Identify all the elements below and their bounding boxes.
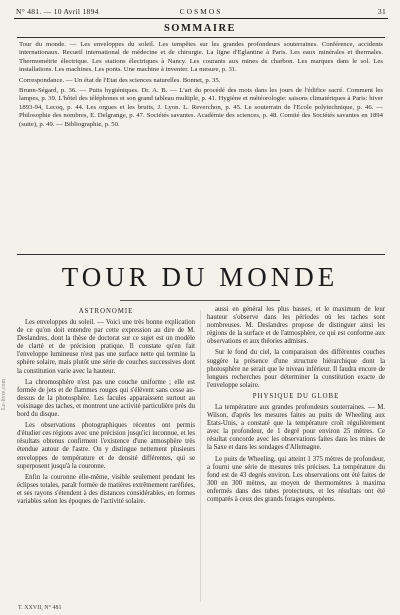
footer-signature: T. XXVII, N° 481: [18, 605, 62, 611]
article-paragraph: Sur le fond du ciel, la comparaison des différentes couches suggère la présence d'une structure hiérarchique dont la photosphère ne serait que le niveau inférieur. Il faudra encore de longues recherches pour déterminer la constitution exacte de l'enveloppe solaire.: [207, 349, 385, 389]
sommaire-box: [17, 37, 385, 255]
side-watermark: Le-livre.com: [1, 378, 7, 410]
section-heading-astronomie: ASTRONOMIE: [78, 308, 134, 315]
sommaire-paragraph: Tour du monde. — Les enveloppes du soleil. Les tempêtes sur les grandes profondeurs souterraines. Conférence, accidents internationaux. Recueil international de médecine et de chirurgie. La ligne d'Eglantine à Paris. Les eaux minérales et thermales. Thermométrie électrique. Les stations électriques à Nancy. Les courants aux mines de charbon. Les marques dans le sol. Les installations. Les machines. Les ponts. Une machine à inventer. La mesure, p. 31.: [19, 41, 383, 74]
page-header: [14, 4, 388, 19]
article-paragraph: La chromosphère n'est pas une couche uniforme ; elle est formée de jets et de flammes rouges qui s'élèvent sans cesse au-dessus de la photosphère. Les facules apparaissent surtout au voisinage des taches, et montrent une activité particulière près du bord du disque.: [17, 378, 195, 419]
section-title: TOUR DU MONDE: [61, 262, 339, 292]
issue-number: N° 481. — 10 Avril 1894: [16, 7, 99, 16]
title-rule: [120, 300, 280, 301]
journal-title: COSMOS: [179, 7, 223, 16]
right-column: [207, 306, 385, 606]
sommaire-heading: SOMMAIRE: [163, 23, 237, 34]
article-paragraph: Les enveloppes du soleil. — Voici une très bonne explication de ce qu'on doit entendre par cette expression au dire de M. Deslandres, dont la thèse de doctorat sur ce sujet est un modèle de clarté et de précision pratique. Il constate qu'en fait l'enveloppe lumineuse n'est pas une surface nette qui termine la sphère solaire, mais plutôt une série de couches successives dont la constitution varie avec la hauteur.: [17, 319, 195, 375]
article-paragraph: Enfin la couronne elle-même, visible seulement pendant les éclipses totales, paraît formée de matières extrêmement raréfiées, et ses rayons s'étendent à des distances considérables, en formes variables selon les époques de l'activité solaire.: [17, 473, 195, 505]
article-paragraph: Les observations photographiques récentes ont permis d'étudier ces régions avec une précision jusqu'ici inconnue, et les résultats obtenus confirment l'existence d'une atmosphère très étendue autour de l'astre. On y distingue nettement plusieurs enveloppes de température et de densité différentes, qui se superposent jusqu'à la couronne.: [17, 422, 195, 470]
sommaire-paragraph: Brunn-Ségard, p. 36. — Puits hygiéniques. Dr. A. B. — L'art du procédé des mots dans les jours de l'édifice sacré. Comment les lampes, p. 39. L'hôtel des téléphones et son grand tableau multiple, p. 41. Hygiène et météorologie: saisons climatériques à Paris: hiver 1893-94, Lecoq, p. 44. Les orgues et les bruits, J. Lyon. L. Reverchon, p. 45. Le souterrain de l'Ecole polytechnique, p. 46. — Philosophie des nombres, E. Delgrange, p. 47. Sociétés savantes. Académie des sciences, p. 48. Comité des Sociétés savantes en 1894 (suite), p. 49. — Bibliographie, p. 50.: [19, 87, 383, 128]
article-paragraph: aussi en général les plus basses, et le maximum de leur hauteur s'observe dans les périodes où les taches sont nombreuses. M. Deslandres propose de distinguer ainsi les régions de la surface et de l'atmosphère, ce qui est conforme aux observations et aux théories admises.: [207, 306, 385, 346]
article-paragraph: La température aux grandes profondeurs souterraines. — M. Wilson, d'après les mesures faites au puits de Wheeling aux Etats-Unis, a constaté que la température croît régulièrement avec la profondeur, de 1 degré pour environ 25 mètres. Ce résultat concorde avec les observations faites dans les mines de la Saxe et dans les sondages d'Allemagne.: [207, 403, 385, 452]
sommaire-paragraph: Correspondance. — Un état de l'Etat des sciences naturelles. Bonnet, p. 35.: [19, 76, 221, 84]
article-paragraph: Le puits de Wheeling, qui atteint 1 375 mètres de profondeur, a fourni une série de mesures très précises. La température du fond est de 43 degrés environ. Les observations ont été faites de 300 en 300 mètres, au moyen de thermomètres à maxima enfermés dans des tubes protecteurs, et les résultats ont été comparés à ceux des grands forages européens.: [207, 455, 385, 503]
column-divider: [200, 310, 201, 602]
section-heading-physique: PHYSIQUE DU GLOBE: [252, 392, 340, 400]
left-column: [17, 306, 195, 606]
page-number: 31: [377, 7, 386, 16]
